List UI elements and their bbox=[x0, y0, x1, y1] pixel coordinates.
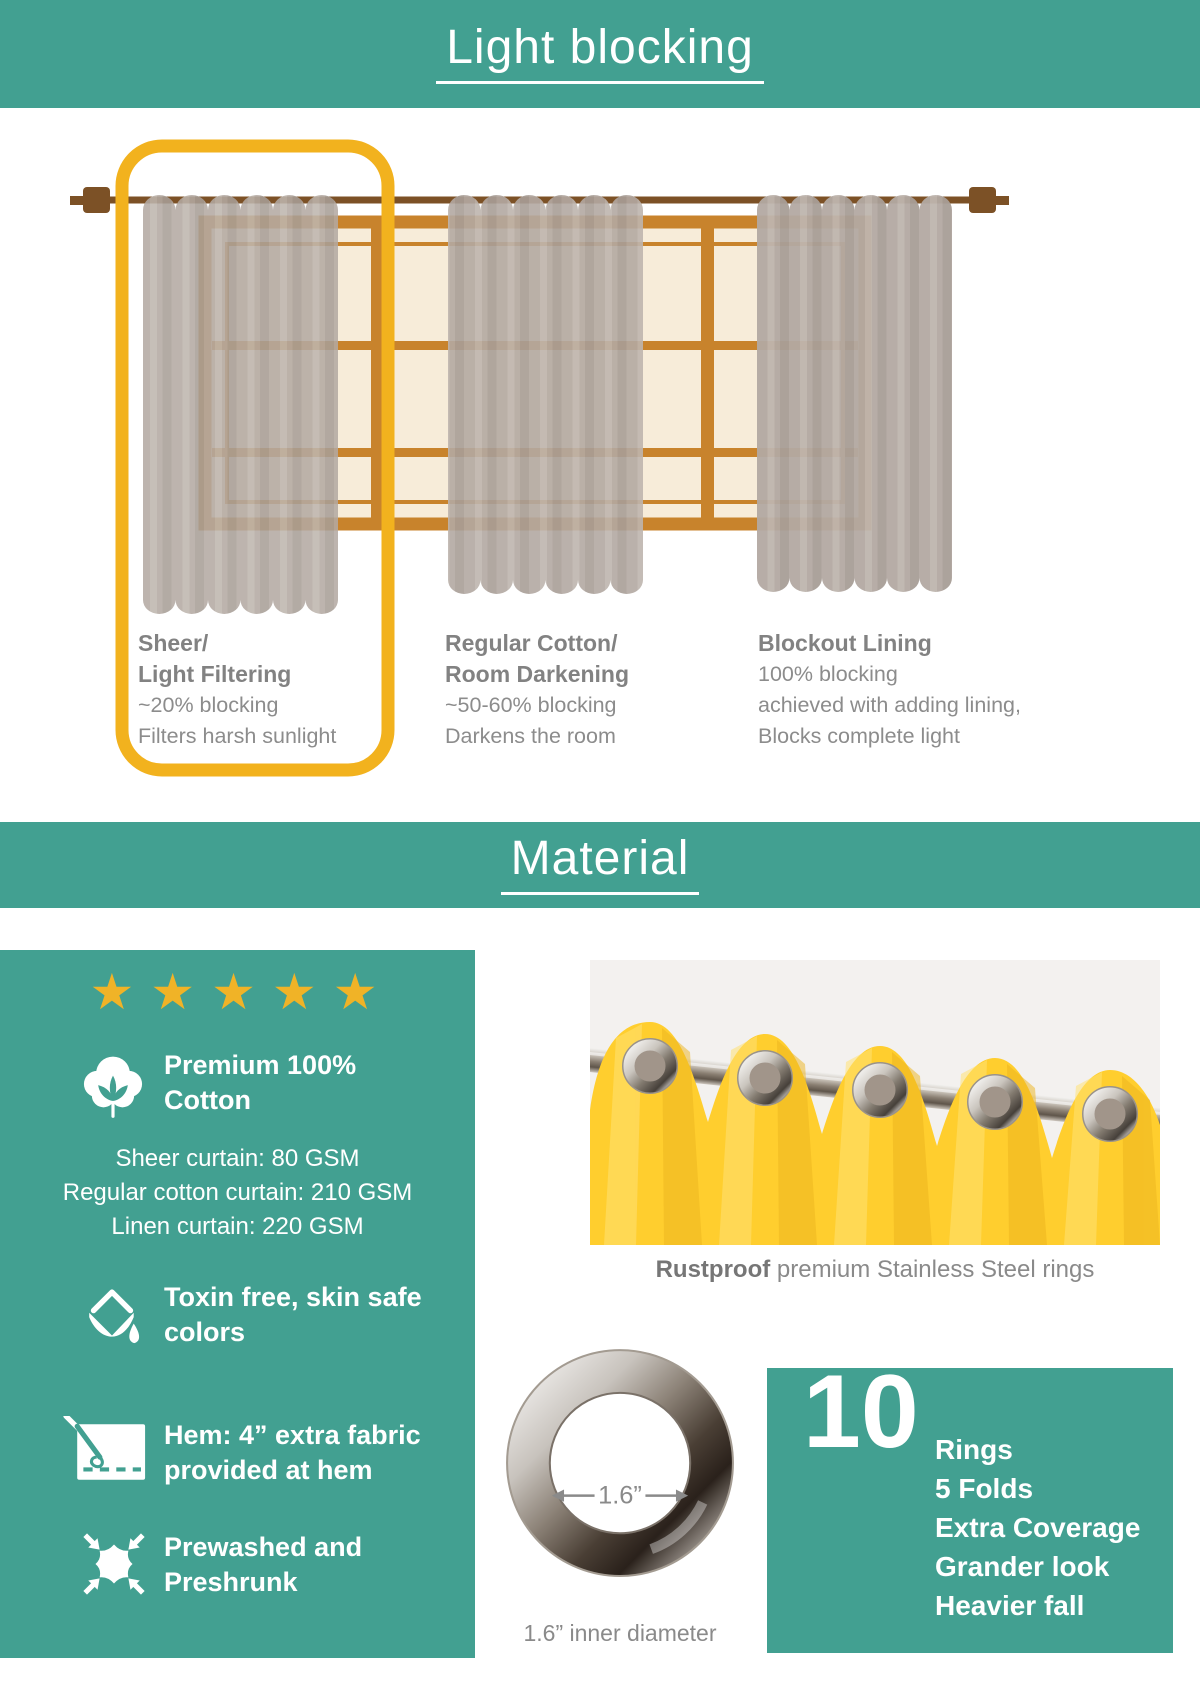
ring-benefits bbox=[935, 1430, 1140, 1625]
five-star-rating: ★★★★★ bbox=[89, 964, 394, 1020]
rustproof-caption: Rustproof premium Stainless Steel rings bbox=[655, 1256, 1095, 1283]
curtain-panel-sheer bbox=[143, 195, 338, 614]
material-title: Material bbox=[501, 835, 700, 895]
gsm-line: Linen curtain: 220 GSM bbox=[111, 1213, 364, 1240]
gsm-specs bbox=[0, 1142, 475, 1244]
cotton-boll-icon bbox=[76, 1046, 150, 1120]
material-header bbox=[0, 822, 1200, 908]
ring-benefit: Extra Coverage bbox=[935, 1512, 1141, 1543]
diameter-label: 1.6” bbox=[598, 1481, 642, 1510]
option-detail: Darkens the room bbox=[445, 724, 616, 748]
feature-text: Hem: 4” extra fabric provided at hem bbox=[164, 1420, 421, 1485]
option-detail: 100% blocking bbox=[758, 662, 898, 686]
option-heading: Sheer/ bbox=[138, 630, 209, 656]
ring-benefit: Grander look bbox=[935, 1551, 1110, 1582]
option-label-cotton bbox=[445, 628, 725, 752]
option-heading: Regular Cotton/ bbox=[445, 630, 618, 656]
ring-benefit: Heavier fall bbox=[935, 1590, 1085, 1621]
ring-benefit: 5 Folds bbox=[935, 1473, 1034, 1504]
feature-premium-cotton bbox=[76, 1046, 356, 1120]
feature-prewashed bbox=[78, 1528, 362, 1600]
ring-benefit: Rings bbox=[935, 1434, 1013, 1465]
option-label-blockout bbox=[758, 628, 1068, 752]
option-heading: Light Filtering bbox=[138, 661, 292, 687]
option-heading: Blockout Lining bbox=[758, 630, 932, 656]
gsm-line: Sheer curtain: 80 GSM bbox=[115, 1145, 360, 1172]
gsm-line: Regular cotton curtain: 210 GSM bbox=[62, 1179, 413, 1206]
ring-diameter-photo bbox=[503, 1343, 737, 1577]
diameter-caption: 1.6” inner diameter bbox=[523, 1620, 717, 1646]
option-detail: ~20% blocking bbox=[138, 693, 279, 717]
feature-text: Prewashed and Preshrunk bbox=[164, 1532, 363, 1597]
feature-toxin-free bbox=[74, 1278, 422, 1354]
light-blocking-title: Light blocking bbox=[436, 24, 764, 84]
rings-count-box bbox=[767, 1354, 1173, 1653]
curtain-panel-cotton bbox=[448, 195, 643, 594]
material-features-panel bbox=[0, 950, 475, 1658]
option-heading: Room Darkening bbox=[445, 661, 630, 687]
light-blocking-header bbox=[0, 0, 1200, 108]
feature-text: Toxin free, skin safe colors bbox=[164, 1282, 422, 1347]
ring-count: 10 bbox=[803, 1354, 919, 1470]
option-label-sheer bbox=[138, 628, 408, 752]
option-detail: achieved with adding lining, bbox=[758, 693, 1021, 717]
feature-text: Premium 100% Cotton bbox=[164, 1050, 357, 1115]
feature-hem bbox=[62, 1416, 421, 1488]
option-detail: ~50-60% blocking bbox=[445, 693, 617, 717]
needle-hem-icon bbox=[62, 1416, 150, 1488]
dye-pour-icon bbox=[74, 1278, 150, 1354]
option-detail: Filters harsh sunlight bbox=[138, 724, 337, 748]
preshrunk-arrows-icon bbox=[78, 1528, 150, 1600]
grommet-curtain-photo bbox=[590, 960, 1160, 1245]
curtain-panel-blockout bbox=[757, 195, 952, 592]
option-detail: Blocks complete light bbox=[758, 724, 960, 748]
